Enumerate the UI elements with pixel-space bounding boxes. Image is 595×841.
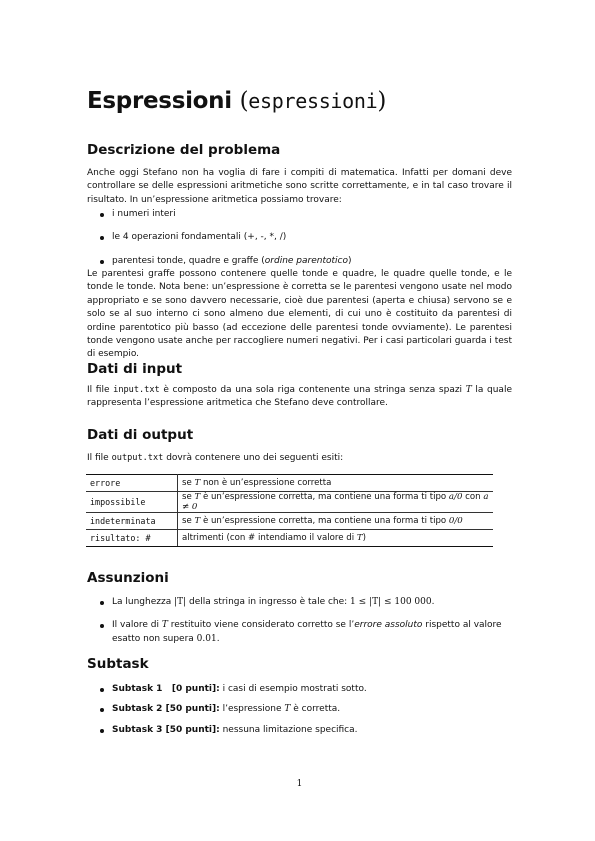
descrizione-intro-text: Anche oggi Stefano non ha voglia di fare i compiti di matematica. Infatti per domani deve controllare se delle espressioni aritmetiche sono scritte correttamente, e in tal caso trovare il risultato. In un’espressione aritmetica possiamo trovare:	[87, 168, 512, 205]
math-expression: T	[194, 516, 201, 526]
subtask-text: l’espressione	[219, 704, 285, 715]
description-text: altrimenti (con # intendiamo il valore di	[182, 533, 357, 543]
input-var: T	[465, 385, 472, 395]
assunzione-text: Il valore di	[112, 620, 162, 631]
math-expression: T	[356, 533, 363, 543]
list-item	[87, 255, 512, 268]
math-expression: a/0	[448, 492, 463, 502]
math-expression: T	[194, 492, 201, 502]
bullet-icon	[100, 213, 104, 217]
description-text: è un’espressione corretta, ma contiene una forma ti tipo	[200, 492, 449, 502]
input-mid: è composto da una sola riga contenente una stringa senza spazi	[159, 385, 466, 395]
subtask-text: è corretta.	[290, 704, 341, 715]
output-code-cell: indeterminata	[86, 513, 178, 530]
math-number: 0.01	[196, 633, 217, 644]
list-item	[87, 596, 512, 609]
input-filename: input.txt	[113, 385, 160, 395]
bullet-icon	[100, 624, 104, 628]
description-text: se	[182, 516, 195, 526]
list-item	[87, 683, 512, 696]
title-close-paren: )	[377, 88, 387, 114]
page-number: 1	[296, 779, 303, 789]
bullet-icon	[100, 688, 104, 692]
title-code: espressioni	[248, 89, 378, 113]
bullet-icon	[100, 601, 104, 605]
bullet-icon	[100, 729, 104, 733]
table-row	[86, 513, 493, 530]
subtask-label: Subtask 1 [0 punti]:	[112, 684, 220, 694]
description-text: se	[182, 478, 195, 488]
assunzione-text: .	[431, 597, 435, 607]
input-pre: Il file	[87, 385, 114, 395]
assunzione-text: della stringa in ingresso è tale che:	[186, 597, 351, 607]
list-item	[87, 231, 512, 244]
math-expression: |T|	[174, 597, 187, 607]
bullet-text: parentesi tonde, quadre e graffe (	[112, 255, 265, 266]
description-text: non è un’espressione corretta	[200, 478, 332, 488]
description-text: )	[362, 533, 366, 543]
assunzione-text: restituito viene considerato corretto se l’	[167, 620, 355, 631]
descrizione-body-text: Le parentesi graffe possono contenere quelle tonde e quadre, le quadre quelle tonde, e le tonde le tonde. Nota bene: un’espressione è corretta se le parentesi vengono usate nel modo appropriato e se sono davvero necessarie, cioè due parentesi (aperta e chiusa) servono se e solo se al suo interno ci sono almeno due elementi, di cui uno è costituito da parentesi di ordine parentotico più basso (ad eccezione delle parentesi tonde ovviamente). Le parentesi tonde vengono usate anche per raccogliere numeri negativi. Per i casi particolari guarda i test di esempio.	[87, 269, 512, 360]
assunzioni-list	[87, 596, 512, 646]
section-heading-assunzioni: Assunzioni	[87, 570, 169, 586]
description-text: con	[462, 492, 484, 502]
math-variable: T	[161, 620, 168, 631]
bullet-icon	[100, 260, 104, 264]
output-filename: output.txt	[111, 453, 164, 463]
output-paragraph	[87, 452, 512, 465]
math-expression: 1 ≤ |T| ≤ 100 000	[350, 597, 432, 607]
math-expression: a ≠ 0	[182, 492, 489, 512]
bullet-icon	[100, 236, 104, 240]
output-description-cell	[178, 492, 494, 513]
input-paragraph	[87, 384, 512, 411]
input-post: la quale rappresenta l’espressione aritmetica che Stefano deve controllare.	[87, 385, 512, 409]
page-title	[87, 88, 386, 114]
bullet-icon	[100, 708, 104, 712]
list-item	[87, 724, 512, 737]
descrizione-intro	[87, 167, 512, 207]
math-variable: T	[284, 704, 291, 715]
descrizione-bullet-list	[87, 208, 512, 268]
title-main: Espressioni	[87, 88, 232, 114]
math-expression: 0/0	[448, 516, 463, 526]
assunzione-italic: errore assoluto	[354, 620, 423, 631]
section-heading-subtask: Subtask	[87, 656, 149, 672]
description-text: è un’espressione corretta, ma contiene una forma ti tipo	[200, 516, 449, 526]
assunzione-text: .	[216, 633, 220, 644]
list-item	[87, 208, 512, 221]
output-pre: Il file	[87, 453, 112, 463]
subtask-text: i casi di esempio mostrati sotto.	[219, 684, 367, 694]
output-table	[86, 474, 493, 547]
output-code-cell: risultato: #	[86, 530, 178, 547]
table-row	[86, 475, 493, 492]
assunzione-text: La lunghezza	[112, 597, 175, 607]
subtask-label: Subtask 2 [50 punti]:	[112, 704, 220, 715]
subtask-label: Subtask 3 [50 punti]:	[112, 724, 220, 735]
section-heading-output: Dati di output	[87, 427, 194, 443]
description-text: se	[182, 492, 195, 502]
title-open-paren: (	[239, 88, 249, 114]
bullet-end: )	[348, 255, 352, 266]
math-expression: T	[194, 478, 201, 488]
output-code-cell: errore	[86, 475, 178, 492]
bullet-italic: ordine parentotico	[264, 255, 348, 266]
output-post: dovrà contenere uno dei seguenti esiti:	[163, 453, 344, 463]
section-heading-input: Dati di input	[87, 361, 183, 377]
table-row	[86, 530, 493, 547]
descrizione-body	[87, 268, 512, 362]
table-row	[86, 492, 493, 513]
list-item	[87, 703, 512, 716]
output-code-cell: impossibile	[86, 492, 178, 513]
section-heading-descrizione: Descrizione del problema	[87, 142, 281, 158]
output-description-cell	[178, 513, 494, 530]
subtask-list	[87, 683, 512, 737]
assunzione-text: rispetto al valore esatto non supera	[112, 620, 502, 644]
list-item	[87, 619, 512, 646]
subtask-text: nessuna limitazione specifica.	[219, 724, 358, 735]
output-description-cell	[178, 475, 494, 492]
bullet-text: le 4 operazioni fondamentali (+, -, *, /)	[112, 232, 287, 243]
output-description-cell	[178, 530, 494, 547]
bullet-text: i numeri interi	[112, 209, 176, 219]
